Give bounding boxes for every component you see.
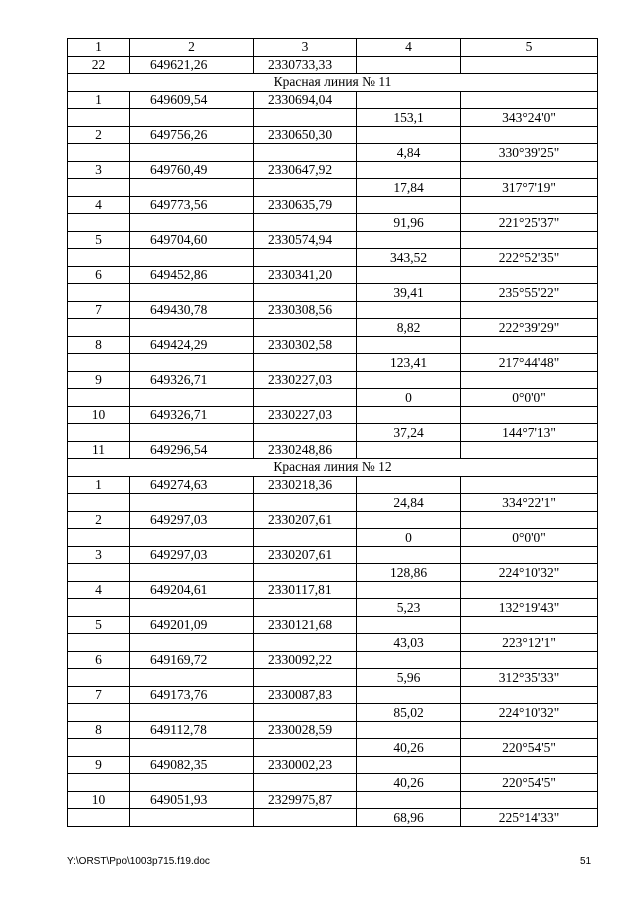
segment-distance: 5,23 (357, 599, 461, 617)
point-number: 6 (68, 651, 130, 669)
empty-cell (68, 319, 130, 337)
empty-cell (130, 109, 254, 127)
point-row (68, 56, 598, 74)
coord-y: 2330092,22 (254, 651, 357, 669)
point-number: 2 (68, 126, 130, 144)
empty-cell (461, 196, 598, 214)
segment-distance: 91,96 (357, 214, 461, 232)
point-number: 22 (68, 56, 130, 74)
header-cell-x: 2 (130, 39, 254, 57)
empty-cell (68, 564, 130, 582)
point-row (68, 301, 598, 319)
segment-distance: 17,84 (357, 179, 461, 197)
segment-distance: 153,1 (357, 109, 461, 127)
coord-y: 2330207,61 (254, 546, 357, 564)
point-row (68, 581, 598, 599)
header-cell-distance: 4 (357, 39, 461, 57)
coord-y: 2330650,30 (254, 126, 357, 144)
empty-cell (68, 494, 130, 512)
empty-cell (68, 179, 130, 197)
point-row (68, 686, 598, 704)
empty-cell (68, 809, 130, 827)
coord-x: 649452,86 (130, 266, 254, 284)
point-row (68, 476, 598, 494)
segment-distance: 68,96 (357, 809, 461, 827)
footer-file-path: Y:\ORST\Ppo\1003p715.f19.doc (67, 856, 210, 867)
segment-distance: 4,84 (357, 144, 461, 162)
segment-distance: 43,03 (357, 634, 461, 652)
coord-y: 2330117,81 (254, 581, 357, 599)
empty-cell (130, 704, 254, 722)
point-number: 4 (68, 581, 130, 599)
empty-cell (461, 231, 598, 249)
section-title-row (68, 459, 598, 477)
empty-cell (461, 511, 598, 529)
empty-cell (68, 284, 130, 302)
coord-y: 2330087,83 (254, 686, 357, 704)
empty-cell (461, 266, 598, 284)
segment-direction-angle: 0°0'0" (461, 529, 598, 547)
empty-cell (461, 581, 598, 599)
header-cell-point-number: 1 (68, 39, 130, 57)
empty-cell (254, 109, 357, 127)
segment-row (68, 494, 598, 512)
point-number: 10 (68, 406, 130, 424)
segment-row (68, 704, 598, 722)
segment-direction-angle: 223°12'1" (461, 634, 598, 652)
segment-row (68, 389, 598, 407)
segment-direction-angle: 222°39'29" (461, 319, 598, 337)
coord-y: 2330028,59 (254, 721, 357, 739)
empty-cell (130, 319, 254, 337)
empty-cell (130, 249, 254, 267)
empty-cell (461, 56, 598, 74)
empty-cell (254, 424, 357, 442)
segment-row (68, 109, 598, 127)
empty-cell (130, 214, 254, 232)
coord-x: 649173,76 (130, 686, 254, 704)
empty-cell (254, 179, 357, 197)
empty-cell (461, 161, 598, 179)
empty-cell (130, 564, 254, 582)
empty-cell (130, 634, 254, 652)
segment-row (68, 214, 598, 232)
empty-cell (130, 144, 254, 162)
empty-cell (357, 371, 461, 389)
empty-cell (254, 494, 357, 512)
coord-x: 649169,72 (130, 651, 254, 669)
segment-direction-angle: 222°52'35" (461, 249, 598, 267)
segment-distance: 85,02 (357, 704, 461, 722)
coord-y: 2329975,87 (254, 791, 357, 809)
coord-y: 2330302,58 (254, 336, 357, 354)
coordinates-table-body (68, 39, 598, 827)
empty-cell (461, 616, 598, 634)
footer-page-number: 51 (580, 856, 592, 867)
empty-cell (68, 214, 130, 232)
segment-direction-angle: 220°54'5" (461, 774, 598, 792)
segment-direction-angle: 221°25'37" (461, 214, 598, 232)
segment-direction-angle: 312°35'33" (461, 669, 598, 687)
empty-cell (130, 179, 254, 197)
empty-cell (68, 739, 130, 757)
segment-direction-angle: 343°24'0" (461, 109, 598, 127)
segment-row (68, 284, 598, 302)
coord-x: 649756,26 (130, 126, 254, 144)
segment-distance: 0 (357, 529, 461, 547)
segment-direction-angle: 224°10'32" (461, 564, 598, 582)
segment-distance: 5,96 (357, 669, 461, 687)
segment-row (68, 354, 598, 372)
point-row (68, 196, 598, 214)
point-row (68, 546, 598, 564)
coord-x: 649609,54 (130, 91, 254, 109)
empty-cell (357, 161, 461, 179)
empty-cell (130, 424, 254, 442)
coord-x: 649760,49 (130, 161, 254, 179)
segment-distance: 39,41 (357, 284, 461, 302)
point-row (68, 756, 598, 774)
coord-y: 2330647,92 (254, 161, 357, 179)
empty-cell (68, 424, 130, 442)
segment-row (68, 249, 598, 267)
empty-cell (254, 354, 357, 372)
empty-cell (130, 599, 254, 617)
empty-cell (357, 126, 461, 144)
empty-cell (357, 336, 461, 354)
segment-distance: 24,84 (357, 494, 461, 512)
coord-y: 2330227,03 (254, 371, 357, 389)
empty-cell (68, 529, 130, 547)
point-number: 3 (68, 161, 130, 179)
empty-cell (357, 791, 461, 809)
empty-cell (254, 214, 357, 232)
segment-distance: 128,86 (357, 564, 461, 582)
empty-cell (68, 354, 130, 372)
empty-cell (254, 144, 357, 162)
coord-x: 649204,61 (130, 581, 254, 599)
empty-cell (461, 476, 598, 494)
empty-cell (130, 389, 254, 407)
point-number: 1 (68, 476, 130, 494)
segment-row (68, 634, 598, 652)
coord-y: 2330308,56 (254, 301, 357, 319)
empty-cell (461, 126, 598, 144)
coord-y: 2330218,36 (254, 476, 357, 494)
point-number: 5 (68, 231, 130, 249)
empty-cell (461, 756, 598, 774)
point-number: 8 (68, 336, 130, 354)
empty-cell (461, 441, 598, 459)
empty-cell (461, 791, 598, 809)
point-number: 10 (68, 791, 130, 809)
coord-x: 649297,03 (130, 546, 254, 564)
coordinates-table (67, 38, 598, 827)
empty-cell (130, 529, 254, 547)
segment-distance: 40,26 (357, 774, 461, 792)
empty-cell (68, 249, 130, 267)
segment-distance: 8,82 (357, 319, 461, 337)
point-number: 11 (68, 441, 130, 459)
segment-direction-angle: 235°55'22" (461, 284, 598, 302)
empty-cell (130, 354, 254, 372)
segment-distance: 37,24 (357, 424, 461, 442)
empty-cell (357, 756, 461, 774)
coord-x: 649201,09 (130, 616, 254, 634)
segment-direction-angle: 217°44'48" (461, 354, 598, 372)
empty-cell (68, 669, 130, 687)
empty-cell (130, 669, 254, 687)
segment-direction-angle: 225°14'33" (461, 809, 598, 827)
segment-distance: 123,41 (357, 354, 461, 372)
point-row (68, 371, 598, 389)
header-cell-y: 3 (254, 39, 357, 57)
empty-cell (461, 406, 598, 424)
point-row (68, 511, 598, 529)
segment-row (68, 144, 598, 162)
empty-cell (130, 494, 254, 512)
coord-x: 649704,60 (130, 231, 254, 249)
section-title-row (68, 74, 598, 92)
coord-y: 2330227,03 (254, 406, 357, 424)
empty-cell (357, 546, 461, 564)
empty-cell (68, 109, 130, 127)
empty-cell (254, 564, 357, 582)
point-number: 5 (68, 616, 130, 634)
coord-x: 649621,26 (130, 56, 254, 74)
coord-y: 2330341,20 (254, 266, 357, 284)
segment-row (68, 424, 598, 442)
coord-x: 649297,03 (130, 511, 254, 529)
empty-cell (254, 669, 357, 687)
segment-row (68, 599, 598, 617)
coord-x: 649082,35 (130, 756, 254, 774)
empty-cell (357, 266, 461, 284)
coord-x: 649430,78 (130, 301, 254, 319)
empty-cell (130, 774, 254, 792)
empty-cell (461, 336, 598, 354)
segment-distance: 343,52 (357, 249, 461, 267)
point-number: 4 (68, 196, 130, 214)
empty-cell (461, 301, 598, 319)
segment-direction-angle: 0°0'0" (461, 389, 598, 407)
empty-cell (461, 651, 598, 669)
empty-cell (68, 144, 130, 162)
empty-cell (254, 599, 357, 617)
empty-cell (461, 721, 598, 739)
coord-y: 2330121,68 (254, 616, 357, 634)
empty-cell (68, 774, 130, 792)
point-row (68, 336, 598, 354)
segment-direction-angle: 220°54'5" (461, 739, 598, 757)
segment-row (68, 669, 598, 687)
empty-cell (357, 91, 461, 109)
coord-x: 649326,71 (130, 406, 254, 424)
empty-cell (357, 231, 461, 249)
segment-row (68, 529, 598, 547)
empty-cell (461, 686, 598, 704)
coord-y: 2330694,04 (254, 91, 357, 109)
point-number: 7 (68, 301, 130, 319)
empty-cell (254, 249, 357, 267)
point-number: 8 (68, 721, 130, 739)
empty-cell (357, 476, 461, 494)
coord-y: 2330207,61 (254, 511, 357, 529)
empty-cell (357, 616, 461, 634)
empty-cell (254, 389, 357, 407)
coord-x: 649773,56 (130, 196, 254, 214)
empty-cell (357, 441, 461, 459)
section-title: Красная линия № 12 (68, 459, 598, 477)
segment-direction-angle: 144°7'13" (461, 424, 598, 442)
coord-x: 649424,29 (130, 336, 254, 354)
empty-cell (254, 634, 357, 652)
point-row (68, 266, 598, 284)
empty-cell (254, 774, 357, 792)
empty-cell (357, 581, 461, 599)
coord-y: 2330248,86 (254, 441, 357, 459)
coord-x: 649051,93 (130, 791, 254, 809)
segment-row (68, 809, 598, 827)
point-number: 2 (68, 511, 130, 529)
table-header-row (68, 39, 598, 57)
empty-cell (357, 651, 461, 669)
empty-cell (461, 91, 598, 109)
empty-cell (68, 704, 130, 722)
empty-cell (254, 704, 357, 722)
coord-x: 649112,78 (130, 721, 254, 739)
segment-distance: 0 (357, 389, 461, 407)
point-number: 6 (68, 266, 130, 284)
point-row (68, 231, 598, 249)
segment-row (68, 319, 598, 337)
point-row (68, 791, 598, 809)
empty-cell (254, 284, 357, 302)
empty-cell (357, 196, 461, 214)
point-number: 1 (68, 91, 130, 109)
point-number: 3 (68, 546, 130, 564)
point-row (68, 161, 598, 179)
segment-direction-angle: 224°10'32" (461, 704, 598, 722)
coord-y: 2330733,33 (254, 56, 357, 74)
coord-y: 2330635,79 (254, 196, 357, 214)
empty-cell (461, 546, 598, 564)
coord-y: 2330002,23 (254, 756, 357, 774)
empty-cell (357, 511, 461, 529)
empty-cell (357, 56, 461, 74)
point-row (68, 126, 598, 144)
empty-cell (254, 809, 357, 827)
segment-distance: 40,26 (357, 739, 461, 757)
segment-row (68, 774, 598, 792)
empty-cell (254, 319, 357, 337)
empty-cell (357, 721, 461, 739)
empty-cell (357, 686, 461, 704)
segment-row (68, 564, 598, 582)
empty-cell (68, 634, 130, 652)
segment-row (68, 739, 598, 757)
point-row (68, 91, 598, 109)
coord-x: 649274,63 (130, 476, 254, 494)
empty-cell (130, 809, 254, 827)
empty-cell (254, 739, 357, 757)
segment-direction-angle: 334°22'1" (461, 494, 598, 512)
segment-row (68, 179, 598, 197)
empty-cell (68, 389, 130, 407)
point-row (68, 651, 598, 669)
header-cell-angle: 5 (461, 39, 598, 57)
point-row (68, 441, 598, 459)
point-number: 9 (68, 756, 130, 774)
point-row (68, 406, 598, 424)
segment-direction-angle: 132°19'43" (461, 599, 598, 617)
empty-cell (254, 529, 357, 547)
empty-cell (130, 739, 254, 757)
empty-cell (130, 284, 254, 302)
empty-cell (461, 371, 598, 389)
point-number: 7 (68, 686, 130, 704)
empty-cell (68, 599, 130, 617)
section-title: Красная линия № 11 (68, 74, 598, 92)
point-number: 9 (68, 371, 130, 389)
empty-cell (357, 301, 461, 319)
point-row (68, 616, 598, 634)
coord-x: 649296,54 (130, 441, 254, 459)
coord-y: 2330574,94 (254, 231, 357, 249)
point-row (68, 721, 598, 739)
empty-cell (357, 406, 461, 424)
segment-direction-angle: 330°39'25" (461, 144, 598, 162)
coord-x: 649326,71 (130, 371, 254, 389)
segment-direction-angle: 317°7'19" (461, 179, 598, 197)
